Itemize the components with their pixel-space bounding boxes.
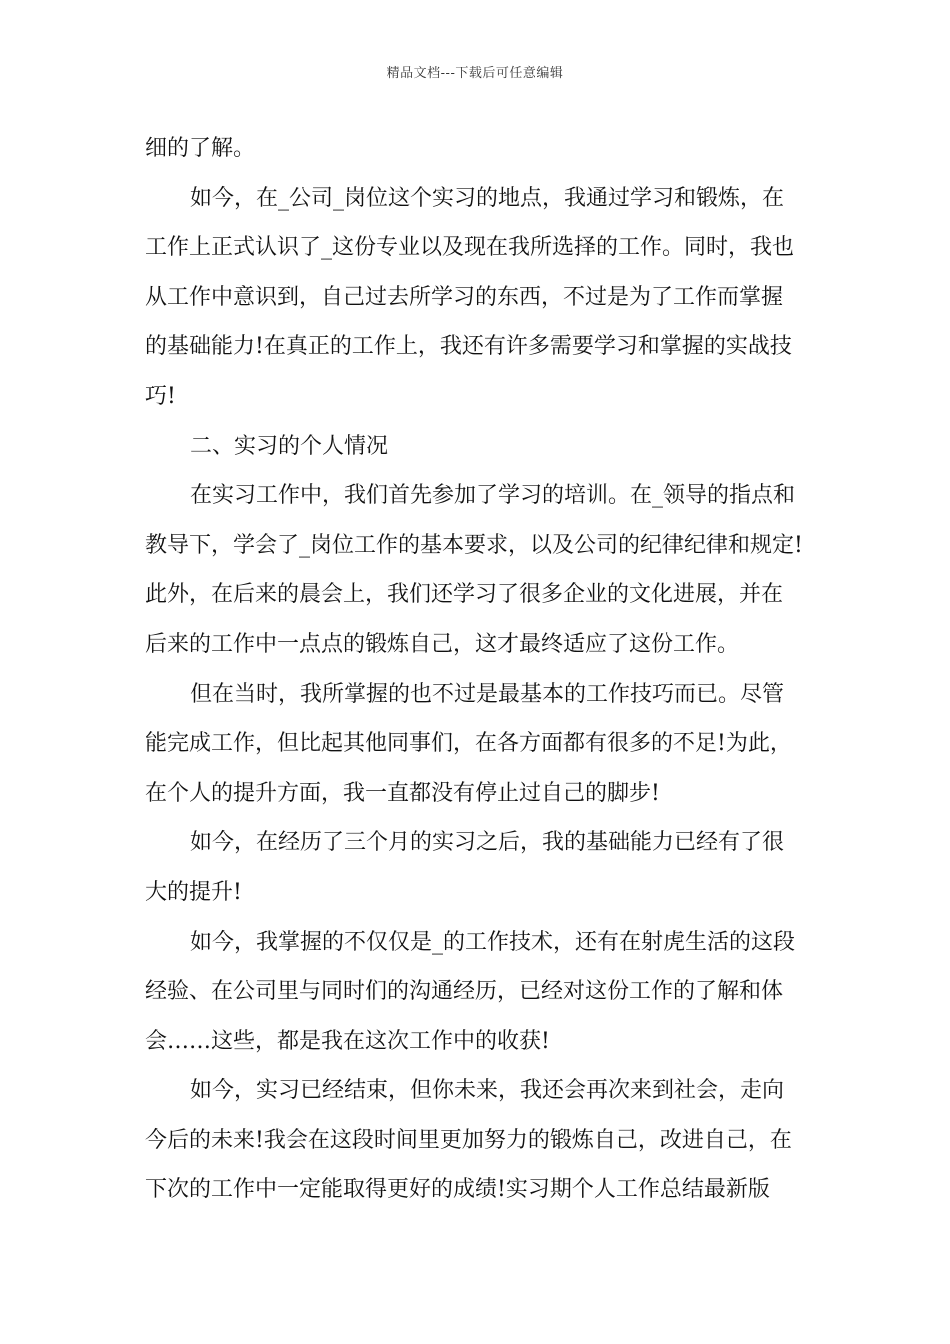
text-line: 从工作中意识到，自己过去所学习的东西，不过是为了工作而掌握 <box>145 284 784 310</box>
text-line: 后来的工作中一点点的锻炼自己，这才最终适应了这份工作。 <box>145 631 740 657</box>
page-header: 精品文档---下载后可任意编辑 <box>386 66 564 81</box>
text-line: 巧! <box>145 383 176 409</box>
text-line: 在个人的提升方面，我一直都没有停止过自己的脚步! <box>145 780 660 806</box>
text-line: 但在当时，我所掌握的也不过是最基本的工作技巧而已。尽管 <box>190 681 785 707</box>
text-line: 教导下，学会了_岗位工作的基本要求，以及公司的纪律纪律和规定! <box>145 532 803 558</box>
text-line: 此外，在后来的晨会上，我们还学习了很多企业的文化进展，并在 <box>145 582 784 608</box>
text-line: 在实习工作中，我们首先参加了学习的培训。在_领导的指点和 <box>190 483 796 509</box>
text-line: 如今，实习已经结束，但你未来，我还会再次来到社会，走向 <box>190 1078 785 1104</box>
text-line: 下次的工作中一定能取得更好的成绩!实习期个人工作总结最新版 <box>145 1177 770 1203</box>
text-line: 今后的未来!我会在这段时间里更加努力的锻炼自己，改进自己，在 <box>145 1127 792 1153</box>
text-line: 大的提升! <box>145 879 242 905</box>
text-line: 能完成工作，但比起其他同事们，在各方面都有很多的不足!为此， <box>145 731 792 757</box>
text-line: 细的了解。 <box>145 136 256 161</box>
text-line: 如今，在_公司_岗位这个实习的地点，我通过学习和锻炼，在 <box>190 185 785 211</box>
section-heading: 二、实习的个人情况 <box>190 433 389 459</box>
document-body <box>145 124 809 1215</box>
text-line: 如今，我掌握的不仅仅是_的工作技术，还有在射虎生活的这段 <box>190 929 796 955</box>
text-line: 工作上正式认识了_这份专业以及现在我所选择的工作。同时，我也 <box>145 235 795 261</box>
text-line: 会……这些，都是我在这次工作中的收获! <box>145 1028 550 1054</box>
text-line: 经验、在公司里与同时们的沟通经历，已经对这份工作的了解和体 <box>145 979 784 1005</box>
text-line: 的基础能力!在真正的工作上，我还有许多需要学习和掌握的实战技 <box>145 334 792 360</box>
text-line: 如今，在经历了三个月的实习之后，我的基础能力已经有了很 <box>190 830 785 856</box>
